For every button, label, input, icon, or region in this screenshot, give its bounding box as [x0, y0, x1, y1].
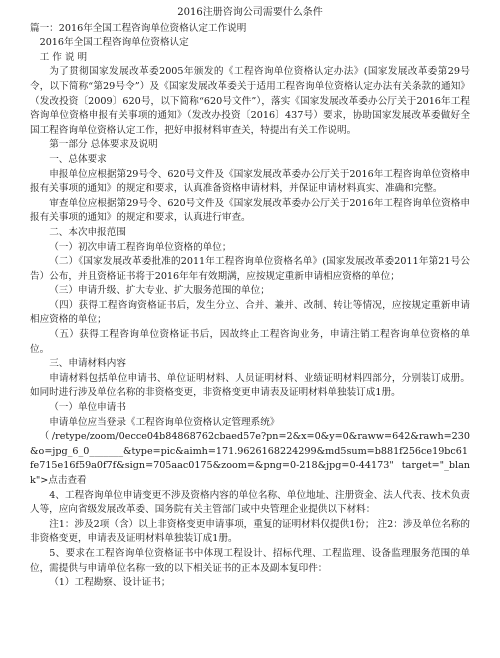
- paragraph: 一、总体要求: [49, 153, 107, 165]
- paragraph: 申报单位应根据第29号令、620号文件及《国家发展改革委办公厅关于2016年工程咨询单位资格申报有关事项的通知》的规定和要求，认真准备资格申请材料，并保证申请材料真实、准确和完整。: [30, 168, 470, 195]
- paragraph: 4、工程咨询单位申请变更不涉及资格内容的单位名称、单位地址、注册资金、法人代表、技术负责人等，应向省级发展改革委、国务院有关主管部门或中央管理企业提供以下材料：: [30, 489, 470, 516]
- paragraph: （五）获得工程咨询单位资格证书后，因故终止工程咨询业务，申请注销工程咨询单位资格的单位。: [30, 329, 470, 355]
- paragraph: 申请材料包括单位申请书、单位证明材料、人员证明材料、业绩证明材料四部分，分别装订成册。如同时进行涉及单位名称的非资格变更，非资格变更申请表及证明材料单独装订成1册。: [30, 372, 470, 399]
- paragraph: （四）获得工程咨询资格证书后，发生分立、合并、兼并、改制、转让等情况，应按规定重新申请相应资格的单位；: [30, 299, 470, 326]
- paragraph: （/retype/zoom/0ecce04b8486876​2cbaed57e?pn=2&x=0&y=0&raww=642&rawh=230&o=jpg_6_0_______&type=pic&aimh=171.9626168224299&md5sum=b881f256ce19bc61fe715e16f59a0f7f&sign=705aac0175&zoom=&png=0-218&jpg=0-44173" target="_blank">点击查看: [30, 431, 470, 486]
- paragraph: 2016年全国工程咨询单位资格认定: [39, 37, 189, 49]
- paragraph: 审查单位应根据第29号令、620号文件及《国家发展改革委办公厅关于2016年工程咨询单位资格申报有关事项的通知》的规定和要求，认真进行审查。: [30, 197, 470, 224]
- paragraph: （三）申请升级、扩大专业、扩大服务范围的单位；: [49, 285, 270, 297]
- paragraph: 第一部分 总体要求及说明: [49, 139, 158, 151]
- paragraph: （1）工程勘察、设计证书；: [49, 577, 171, 589]
- paragraph: 二、本次申报范围: [49, 226, 126, 238]
- paragraph: 三、申请材料内容: [49, 358, 126, 370]
- paragraph: （二）《国家发展改革委批准的2011年工程咨询单位资格名单》(国家发展改革委2011年第21号公告）公布，并且资格证书将于2016年年有效期满，应按规定重新申请相应资格的单位；: [30, 256, 470, 282]
- paragraph: 注1：涉及2项（含）以上非资格变更申请事项，重复的证明材料仅提供1份； 注2：涉及单位名称的非资格变更，申请表及证明材料单独装订成1册。: [30, 518, 470, 545]
- paragraph: 为了贯彻国家发展改革委2005年颁发的《工程咨询单位资格认定办法》(国家发展改革委第29号令，以下简称“第29号令”）及《国家发展改革委关于适用工程咨询单位资格认定办法有关条款的通知》（发改投资〔2009〕620号，以下简称“620号文件”），落实《国家发展改革委办公厅关于2016年工程咨询单位资格申报有关事项的通知》（发改办投资〔2016〕437号）要求，协助国家发展改革委做好全国工程咨询单位资格认定工作，把好申报材料审查关，特提出有关工作说明。: [30, 66, 470, 136]
- paragraph: （一）单位申请书: [49, 402, 126, 414]
- document-body: [30, 22, 470, 591]
- paragraph: （一）初次申请工程咨询单位资格的单位；: [49, 241, 232, 253]
- paragraph: 工 作 说 明: [39, 51, 88, 63]
- paragraph: 5、要求在工程咨询单位资格证书中体现工程设计、招标代理、工程监理、设备监理服务范围的单位，需提供与申请单位名称一致的以下相关证书的正本及副本复印件：: [30, 547, 470, 574]
- document-title: 2016注册咨询公司需要什么条件: [177, 7, 323, 18]
- paragraph: 篇一：2016年全国工程咨询单位资格认定工作说明: [30, 22, 247, 34]
- paragraph: 申请单位应当登录《工程咨询单位资格认定管理系统》: [49, 416, 280, 428]
